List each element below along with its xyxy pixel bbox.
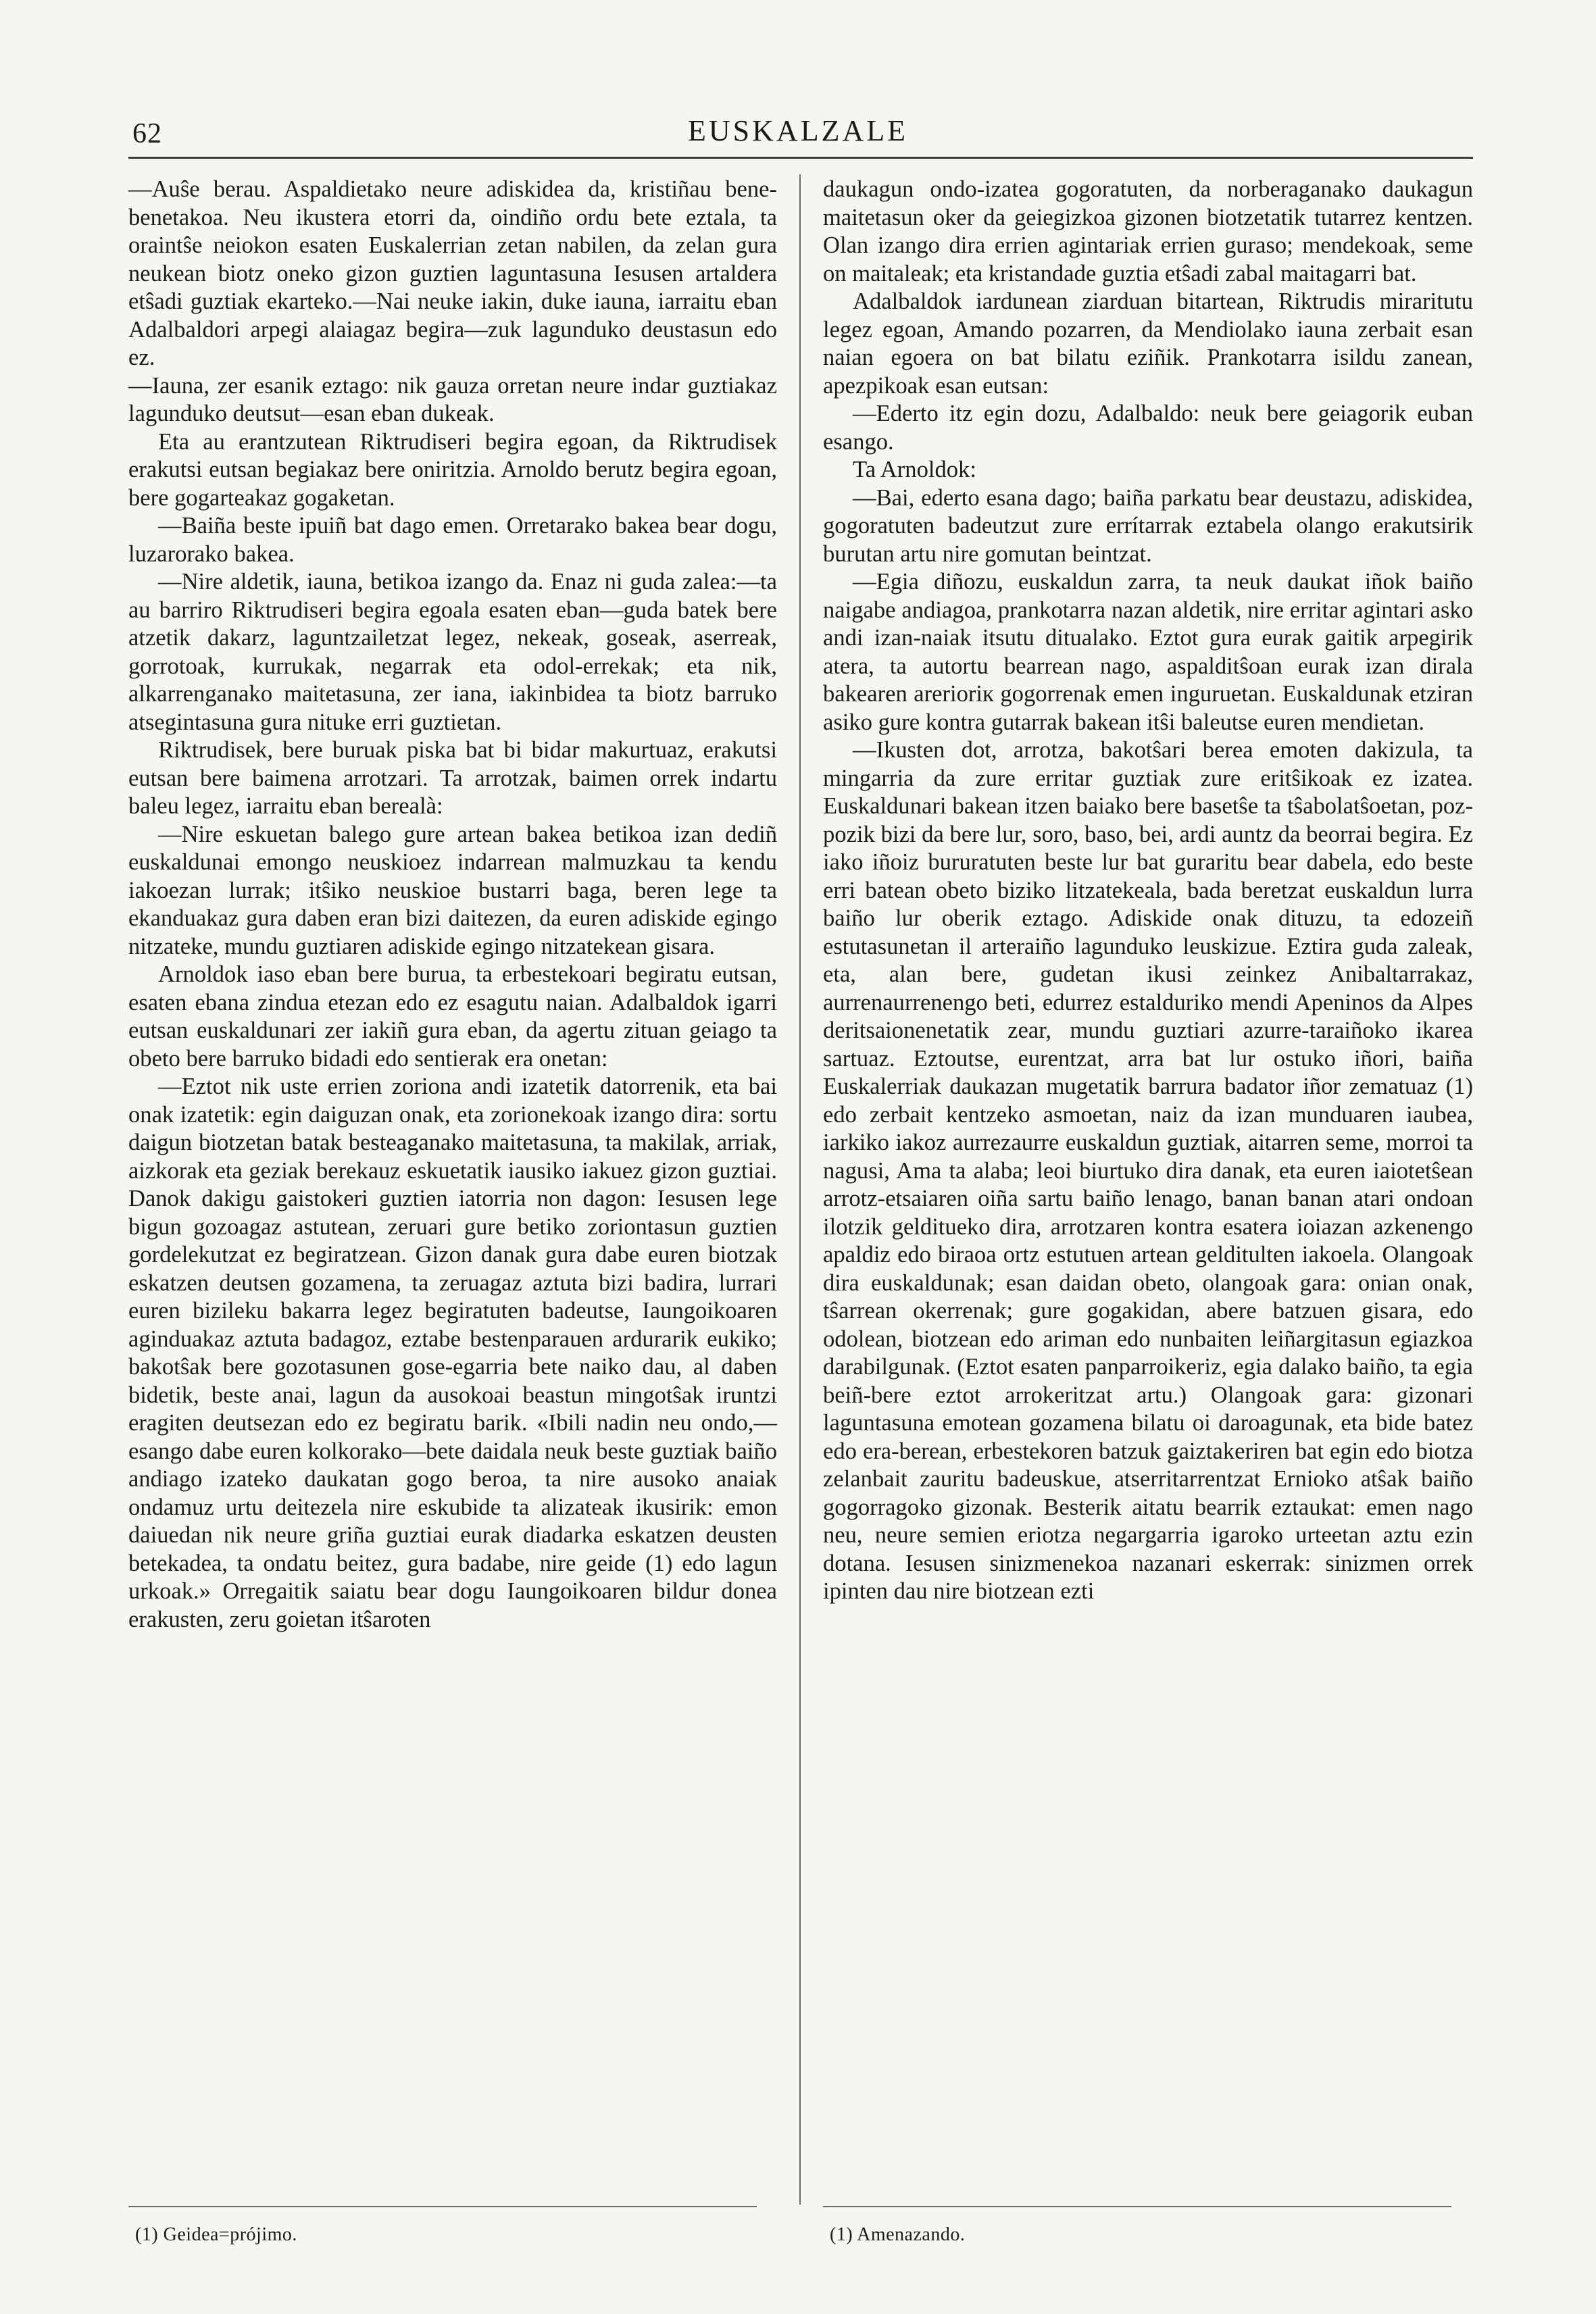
column-divider	[799, 174, 801, 2205]
paragraph: —Bai, ederto esana dago; baiña parkatu bear deustazu, adiskidea, gogoratuten badeutzut zure errítarrak eztabela olango erakutsirik burutan artu nire gomutan beintzat.	[823, 484, 1473, 567]
paragraph: —Iauna, zer esanik eztago: nik gauza orretan neure indar guztiakaz lagunduko deutsut—esan eban dukeak.	[128, 372, 777, 426]
paragraph: —Ikusten dot, arrotza, bakotŝari berea emoten dakizula, ta mingarria da zure erritar guztiak zure eritŝikoak ez izatea. Euskaldunari bakean itzen baiako bere basetŝe ta tŝabolatŝoetan, poz-pozik bizi da bere lur, soro, baso, bei, ardi auntz da beorrai begira. Ez iako iñoiz bururatuten beste lur bat guraritu bear dabela, edo beste erri batean obeto biziko litzatekeala, bada beretzat euskaldun lurra baiño lur oberik eztago. Adiskide onak dituzu, ta edozeiñ estutasunetan il arteraiño lagunduko leuskizue. Eztira guda zaleak, eta, alan bere, gudetan ikusi zeinkez Anibaltarrakaz, aurrenaurrenengo beti, edurrez estalduriko mendi Apeninos da Alpes deritsaionenetatik zear, mundu guztiari azurre-taraiñoko ikarea sartuaz. Eztoutse, eurentzat, arra bat lur ostuko iñori, baiña Euskalerriak daukazan mugetatik barrura badator iñor zematuaz (1) edo zerbait kentzeko asmoetan, naiz da izan munduaren iaubea, iarkiko iakoz aurrezaurre euskaldun guztiak, aitarren seme, morroi ta nagusi, Ama ta alaba; leoi biurtuko dira danak, eta euren iaiotetŝean arrotz-etsaiaren oiña sartu baiño lenago, banan banan atari ondoan ilotzik gelditueko dira, arrotzaren kontra esatera ioiazan azkenengo apaldiz edo biraoa ortz estutuen artean gelditulten iakoela. Olangoak dira euskaldunak; esan daidan obeto, olangoak gara: onian onak, tŝarrean okerrenak; gure gogakidan, abere batzuen gisara, edo odolean, biotzean edo ariman edo nunbaiten leiñargitasun egiazkoa darabilgunak. (Eztot esaten panparroikeriz, egia dalako baiño, ta egia beiñ-bere eztot arrokeritzat artu.) Olangoak gara: gizonari laguntasuna emotean gozamena bilatu oi daroagunak, eta bide batez edo era-berean, erbestekoren batzuk gaiztakeriren bat egin edo biotza zelanbait zauritu badeuskue, atserritarrentzat Ernioko atŝak baiño gogorragoko gizonak. Besterik aitatu bearrik eztaukat: emen nago neu, neure semien eriotza negargarria igaroko urteetan aztu ezin dotana. Iesusen sinizmenekoa nazanari eskerrak: sinizmen orrek ipinten dau nire biotzean ezti	[823, 737, 1473, 1604]
paragraph: —Auŝe berau. Aspaldietako neure adiskidea da, kristiñau bene-benetakoa. Neu ikustera etorri da, oindiño ordu bete eztala, ta oraintŝe neiokon esaten Euskalerrian zetan nabilen, da zelan gura neukean biotz oneko gizon guztien laguntasuna Iesusen artaldera etŝadi guztiak ekarteko.—Nai neuke iakin, duke iauna, iarraitu eban Adalbaldori arpegi alaiagaz begira—zuk lagunduko deustasun edo ez.	[128, 176, 777, 370]
footnote-left: (1) Geidea=prójimo.	[135, 2224, 297, 2245]
paragraph: —Eztot nik uste errien zoriona andi izatetik datorrenik, eta bai onak izatetik: egin daiguzan onak, eta zorionekoak izango dira: sortu daigun biotzetan batak besteaganako maitetasuna, ta makilak, arriak, aizkorak eta geziak berekauz eskuetatik iausiko iakuez gizon guztiai. Danok dakigu gaistokeri guztien iatorria non dagon: Iesusen lege bigun gozoagaz astutean, zeruari gure betiko zoriontasun guztien gordelekutzat ez begiratzean. Gizon danak gura dabe euren biotzak eskatzen deutsen gozamena, ta zeruagaz aztuta bizi badira, lurrari euren bizileku bakarra legez begiratuten badeutse, Iaungoikoaren aginduakaz aztuta badagoz, eztabe bestenparauen ardurarik eukiko; bakotŝak bere gozotasunen gose-egarria bete naiko dau, al daben bidetik, beste anai, lagun da ausokoai beastun mingotŝak iruntzi eragiten deutsezan edo ez begiratu barik. «Ibili nadin neu ondo,—esango dabe euren kolkorako—bete daidala neuk beste guztiak baiño andiago izateko daukatan gogo beroa, ta nire ausoko anaiak ondamuz urtu deitezela nire eskubide ta alizateak ikusirik: emon daiuedan nik neure griña guztiai eurak diadarka eskatzen deusten betekadea, ta ondatu beitez, gura badabe, nire geide (1) edo lagun urkoak.» Orregaitik saiatu bear dogu Iaungoikoaren bildur donea erakusten, zeru goietan itŝaroten	[128, 1074, 777, 1632]
paragraph: —Ederto itz egin dozu, Adalbaldo: neuk bere geiagorik euban esango.	[823, 401, 1473, 455]
paragraph: —Nire eskuetan balego gure artean bakea betikoa izan dediñ euskaldunai emongo neuskioez indarrean malmuzkau ta kendu iakoezan lurrak; itŝiko neuskioe bustarri baga, beren lege ta ekanduakaz gura daben eran bizi daitezen, da euren adiskide egingo nitzateke, mundu guztiaren adiskide egingo nitzatekean gisara.	[128, 821, 777, 959]
paragraph: —Baiña beste ipuiñ bat dago emen. Orretarako bakea bear dogu, luzarorako bakea.	[128, 513, 777, 567]
paragraph: —Nire aldetik, iauna, betikoa izango da. Enaz ni guda zalea:—ta au barriro Riktrudiseri begira egoala esaten eban—guda batek bere atzetik dakarz, laguntzailetzat legez, nekeak, goseak, aserreak, gorrotoak, kurrukak, negarrak eta odol-errekak; eta nik, alkarrenganako maitetasuna, zer iana, iakinbidea ta biotz barruko atsegintasuna gura nituke erri guztietan.	[128, 569, 777, 735]
paragraph: Eta au erantzutean Riktrudiseri begira egoan, da Riktrudisek erakutsi eutsan begiakaz bere oniritzia. Arnoldo berutz begira egoan, bere gogarteakaz gogaketan.	[128, 428, 777, 511]
paragraph: Arnoldok iaso eban bere burua, ta erbestekoari begiratu eutsan, esaten ebana zindua etezan edo ez esagutu naian. Adalbaldok igarri eutsan euskaldunari zer iakiñ gura eban, da agertu zituan geiago ta obeto bere barruko bidadi edo sentierak era onetan:	[128, 961, 777, 1072]
paragraph: Ta Arnoldok:	[853, 457, 976, 482]
footnote-right: (1) Amenazando.	[830, 2224, 966, 2245]
paragraph: daukagun ondo-izatea gogoratuten, da norberaganako daukagun maitetasun oker da geiegizkoa gizonen biotzetatik tutarrez kentzen. Olan izango dira errien agintariak errien guraso; mendekoak, seme on maitaleak; eta kristandade guztia etŝadi zabal maitagarri bat.	[823, 176, 1473, 286]
running-head: EUSKALZALE	[688, 114, 908, 147]
footnote-rule-right	[823, 2206, 1451, 2207]
header-rule	[128, 157, 1473, 159]
paragraph: —Egia diñozu, euskaldun zarra, ta neuk daukat iñok baiño naigabe andiagoa, prankotarra nazan aldetik, nire erritar agintari asko andi izan-naiak itsutu ditualako. Eztot gura eurak gaitik arpegirik atera, ta autortu bearrean nago, aspalditŝoan eurak izan dirala bakearen arerioriк gogorrenak emen inguruetan. Euskaldunak etziran asiko gure kontra gutarrak bakean itŝi baleutse euren mendietan.	[823, 569, 1473, 735]
right-column	[823, 176, 1473, 1606]
footnote-rule-left	[128, 2206, 757, 2207]
page-number: 62	[132, 118, 162, 149]
paragraph: Adalbaldok iardunean ziarduan bitartean, Riktrudis miraritutu legez egoan, Amando pozarren, da Mendiolako iauna zerbait esan naian egoera on bat bilatu eziñik. Prankotarra isildu zanean, apezpikoak esan eutsan:	[823, 288, 1473, 399]
left-column	[128, 176, 777, 1634]
paragraph: Riktrudisek, bere buruak piska bat bi bidar makurtuaz, erakutsi eutsan bere baimena arrotzari. Ta arrotzak, baimen orrek indartu baleu legez, iarraitu eban berealà:	[128, 737, 777, 819]
